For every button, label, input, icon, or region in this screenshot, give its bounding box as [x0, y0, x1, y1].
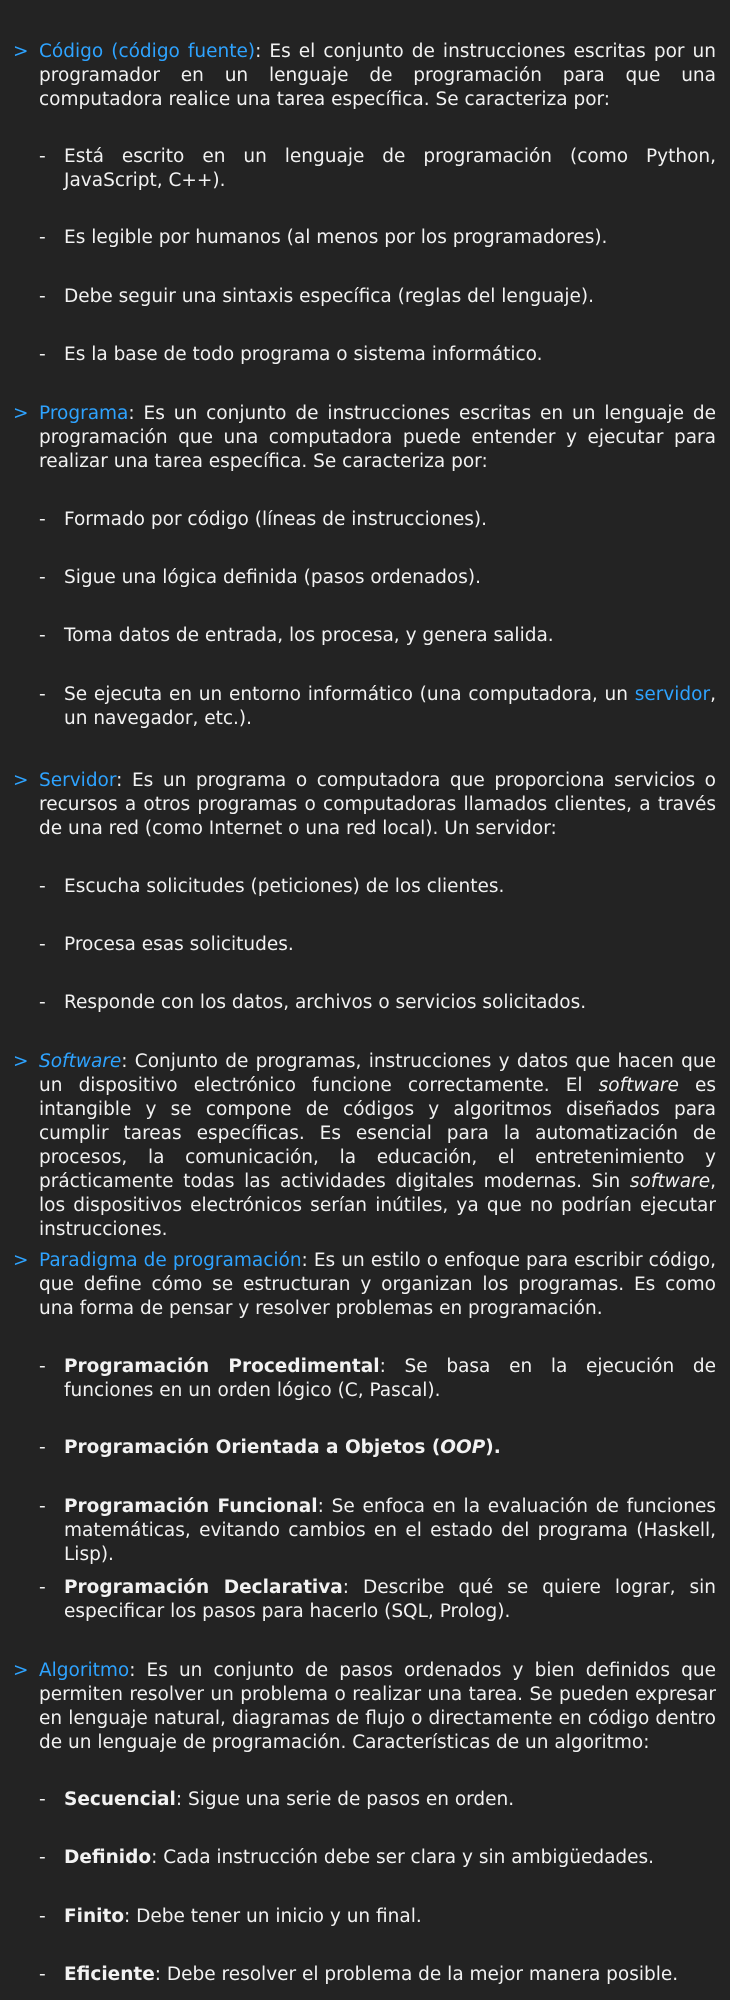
- list-item-text: Es la base de todo programa o sistema informático.: [64, 344, 543, 365]
- list-item-bold: Finito: [64, 1906, 125, 1927]
- term-codigo: Código (código fuente): [39, 41, 256, 62]
- list-item-text: Formado por código (líneas de instrucciones).: [64, 509, 487, 530]
- list-item-text: Procesa esas solicitudes.: [64, 934, 294, 955]
- bullet-marker: >: [13, 1051, 29, 1072]
- list-item-text: [64, 1963, 716, 1987]
- list-item-bold: Eficiente: [64, 1964, 155, 1985]
- dash-marker: -: [39, 509, 46, 530]
- dash-marker: -: [39, 1847, 46, 1868]
- dash-marker: -: [39, 1437, 46, 1458]
- list-item-text: Escucha solicitudes (peticiones) de los clientes.: [64, 876, 505, 897]
- definition-paragraph: [39, 40, 716, 112]
- list-item-text: Responde con los datos, archivos o servicios solicitados.: [64, 992, 587, 1013]
- definition-paragraph: [39, 402, 716, 474]
- list-item-bold: Programación Procedimental: [64, 1356, 380, 1377]
- list-item-text: [64, 1846, 716, 1870]
- term-programa: Programa: [39, 403, 129, 424]
- list-item-text: Sigue una lógica definida (pasos ordenados).: [64, 567, 481, 588]
- list-item-text-part: : Sigue una serie de pasos en orden.: [175, 1789, 515, 1810]
- list-item-text: [64, 683, 716, 731]
- definition-paragraph: [39, 1050, 716, 1242]
- dash-marker: -: [39, 227, 46, 248]
- list-item-text-part: : Describe qué se quiere lograr, sin especificar los pasos para hacerlo (SQL, Prolog).: [64, 1577, 716, 1622]
- dash-marker: -: [39, 625, 46, 646]
- dash-marker: -: [39, 567, 46, 588]
- definition-emphasis: software: [629, 1171, 711, 1192]
- list-item-text: [64, 1436, 716, 1460]
- definition-text: : Es un conjunto de instrucciones escritas en un lenguaje de programación que una computadora puede entender y ejecutar para realizar una tarea específica. Se caracteriza por:: [39, 403, 716, 472]
- bullet-marker: >: [13, 403, 29, 424]
- list-item-text-part: : Se enfoca en la evaluación de funciones matemáticas, evitando cambios en el estado del programa (Haskell, Lisp).: [64, 1496, 716, 1565]
- list-item-text: Está escrito en un lenguaje de programación (como Python, JavaScript, C++).: [64, 146, 716, 191]
- bullet-marker: >: [13, 1250, 29, 1271]
- term-software: Software: [39, 1051, 122, 1072]
- list-item-text: Es legible por humanos (al menos por los programadores).: [64, 227, 608, 248]
- list-item-text-part: : Debe resolver el problema de la mejor manera posible.: [154, 1964, 679, 1985]
- servidor-link[interactable]: servidor: [634, 684, 711, 705]
- term-algoritmo: Algoritmo: [39, 1660, 130, 1681]
- dash-marker: -: [39, 992, 46, 1013]
- definition-paragraph: [39, 1659, 716, 1755]
- definition-text: : Es un estilo o enfoque para escribir código, que define cómo se estructuran y organizan los programas. Es como una forma de pensar y resolver problemas en programación.: [39, 1250, 716, 1319]
- definition-text: : Es un conjunto de pasos ordenados y bien definidos que permiten resolver un problema o realizar una tarea. Se pueden expresar en lenguaje natural, diagramas de flujo o directamente en código dentro de un lenguaje de programación. Características de un algoritmo:: [39, 1660, 716, 1753]
- list-item-text-part: : Se basa en la ejecución de funciones en un orden lógico (C, Pascal).: [64, 1356, 716, 1401]
- definition-text: es intangible y se compone de códigos y algoritmos diseñados para cumplir tareas específicas. Es esencial para la automatización de procesos, la comunicación, la educación, el entretenimiento y prácticamente todas las actividades digitales modernas. Sin: [39, 1075, 716, 1192]
- list-item-text: [64, 1905, 716, 1929]
- list-item-text-part: : Cada instrucción debe ser clara y sin ambigüedades.: [151, 1847, 655, 1868]
- definition-emphasis: software: [598, 1075, 679, 1096]
- dash-marker: -: [39, 876, 46, 897]
- dash-marker: -: [39, 1964, 46, 1985]
- definition-text: : Conjunto de programas, instrucciones y datos que hacen que un dispositivo electrónico funcione correctamente. El: [39, 1051, 716, 1096]
- term-paradigma: Paradigma de programación: [39, 1250, 302, 1271]
- dash-marker: -: [39, 344, 46, 365]
- bullet-marker: >: [13, 1660, 29, 1681]
- definition-text: , los dispositivos electrónicos serían inútiles, ya que no podrían ejecutar instrucciones.: [39, 1171, 716, 1240]
- dash-marker: -: [39, 1496, 46, 1517]
- list-item-text: Debe seguir una sintaxis específica (reglas del lenguaje).: [64, 286, 594, 307]
- dash-marker: -: [39, 146, 46, 167]
- list-item-text: [64, 1576, 716, 1624]
- dash-marker: -: [39, 684, 46, 705]
- definition-text: : Es un programa o computadora que proporciona servicios o recursos a otros programas o computadoras llamados clientes, a través de una red (como Internet o una red local). Un servidor:: [39, 770, 716, 839]
- definition-paragraph: [39, 769, 716, 841]
- definition-text: : Es el conjunto de instrucciones escritas por un programador en un lenguaje de programación para que una computadora realice una tarea específica. Se caracteriza por:: [39, 41, 716, 110]
- list-item-text: [64, 1495, 716, 1567]
- list-item-bold: Programación Orientada a Objetos (: [64, 1437, 441, 1458]
- dash-marker: -: [39, 1577, 46, 1598]
- bullet-marker: >: [13, 41, 29, 62]
- dash-marker: -: [39, 1906, 46, 1927]
- dash-marker: -: [39, 286, 46, 307]
- dash-marker: -: [39, 1356, 46, 1377]
- term-servidor: Servidor: [39, 770, 117, 791]
- list-item-bold: Programación Declarativa: [64, 1577, 343, 1598]
- list-item-text: Toma datos de entrada, los procesa, y genera salida.: [64, 625, 554, 646]
- bullet-marker: >: [13, 770, 29, 791]
- list-item-text-part: : Debe tener un inicio y un final.: [124, 1906, 422, 1927]
- list-item-text: [64, 1355, 716, 1403]
- list-item-text-part: , un navegador, etc.).: [64, 684, 716, 729]
- list-item-text: [64, 1788, 716, 1812]
- list-item-bold: Definido: [64, 1847, 152, 1868]
- dash-marker: -: [39, 1789, 46, 1810]
- definition-paragraph: [39, 1249, 716, 1321]
- list-item-bold-italic: OOP: [440, 1437, 486, 1458]
- list-item-bold: Programación Funcional: [64, 1496, 318, 1517]
- list-item-bold: ).: [485, 1437, 501, 1458]
- list-item-text-part: Se ejecuta en un entorno informático (una computadora, un: [64, 684, 635, 705]
- list-item-bold: Secuencial: [64, 1789, 176, 1810]
- dash-marker: -: [39, 934, 46, 955]
